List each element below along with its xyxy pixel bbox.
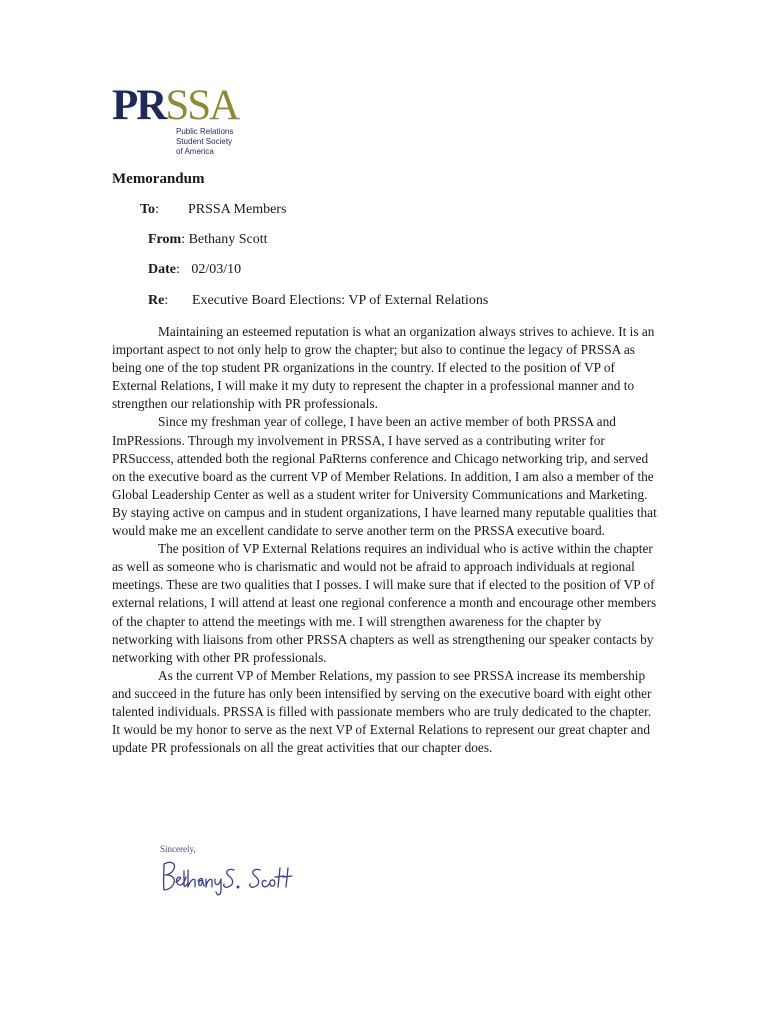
signature-block	[158, 842, 358, 902]
logo-mark-pr: PR	[112, 82, 166, 129]
handwritten-signature-image	[158, 850, 348, 902]
signature-closing: Sincerely,	[160, 844, 196, 854]
logo-mark-ssa: SSA	[165, 82, 239, 129]
logo-tagline-line: of America	[176, 147, 214, 156]
logo-tagline-line: Student Society	[176, 137, 233, 146]
date-value: 02/03/10	[191, 262, 242, 277]
memo-body	[112, 323, 660, 757]
logo-tagline	[176, 127, 233, 157]
body-paragraph: Maintaining an esteemed reputation is what an organization always strives to achieve. It is an important aspect to not only help to grow the chapter; but also to continue the legacy of PRSSA as being one of the top student PR organizations in the country. If elected to the position of VP of External Relations, I will make it my duty to represent the chapter in a professional manner and to strengthen our relationship with PR professionals.	[112, 324, 655, 412]
to-label: To	[140, 202, 156, 217]
body-paragraph: As the current VP of Member Relations, my passion to see PRSSA increase its membership and succeed in the future has only been intensified by serving on the executive board with eight other talented individuals. PRSSA is filled with passionate members who are truly dedicated to the chapter. It would be my honor to serve as the next VP of External Relations to represent our great chapter and update PR professionals on all the great activities that our chapter does.	[112, 667, 652, 756]
memo-re-field: Re: Executive Board Elections: VP of External Relations	[148, 293, 489, 308]
re-label: Re	[148, 293, 165, 308]
from-value: Bethany Scott	[188, 232, 268, 247]
logo-tagline-line: Public Relations	[176, 127, 234, 136]
memo-date-field: Date: 02/03/10	[148, 262, 242, 277]
memo-to-field: To: PRSSA Members	[140, 202, 287, 217]
memo-title: Memorandum	[112, 171, 205, 187]
date-label: Date	[148, 262, 176, 277]
memo-from-field: From: Bethany Scott	[148, 232, 268, 247]
re-value: Executive Board Elections: VP of External Relations	[192, 293, 489, 308]
logo-mark	[112, 84, 238, 127]
to-value: PRSSA Members	[188, 202, 287, 217]
body-paragraph: The position of VP External Relations requires an individual who is active within the chapter as well as someone who is charismatic and would not be afraid to approach individuals at regional meetings. These are two qualities that I posses. I will make sure that if elected to the position of VP of external relations, I will attend at least one regional conference a month and encourage other members of the chapter to attend the meetings with me. I will strengthen awareness for the chapter by networking with liaisons from other PRSSA chapters as well as strengthening our speaker contacts by networking with other PR professionals.	[112, 541, 657, 665]
body-paragraph: Since my freshman year of college, I have been an active member of both PRSSA and ImPRessions. Through my involvement in PRSSA, I have served as a contributing writer for PRSuccess, attended both the regional PaRterns conference and Chicago networking trip, and served on the executive board as the current VP of Member Relations. In addition, I am also a member of the Global Leadership Center as well as a student writer for University Communications and Marketing. By staying active on campus and in student organizations, I have learned many reputable qualities that would make me an excellent candidate to serve another term on the PRSSA executive board.	[112, 414, 657, 539]
prssa-logo	[112, 84, 252, 164]
from-label: From	[148, 232, 182, 247]
